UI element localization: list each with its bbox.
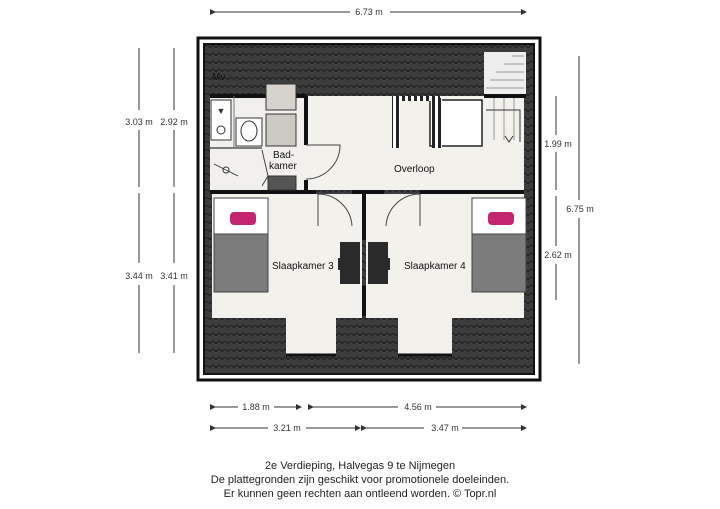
dim-bottom-r1-left: 1.88 m — [242, 402, 270, 412]
dim-bottom-r2-right: 3.47 m — [431, 423, 459, 433]
label-slaapkamer3: Slaapkamer 3 — [272, 261, 334, 272]
bed-right — [472, 198, 526, 292]
dim-right-outer: 6.75 m — [566, 204, 594, 214]
label-badkamer-2: kamer — [269, 161, 297, 172]
dim-right-upper: 1.99 m — [544, 139, 572, 149]
bed-left — [214, 198, 268, 292]
dim-left-inner: 2.92 m — [160, 117, 188, 127]
desk-right — [368, 242, 388, 284]
hatch-left — [392, 96, 400, 148]
dim-left-outer-lower: 3.44 m — [125, 271, 153, 281]
dimension-right — [544, 56, 594, 364]
dim-right-lower: 2.62 m — [544, 250, 572, 260]
label-slaapkamer4: Slaapkamer 4 — [404, 261, 466, 272]
hatch-top — [392, 96, 440, 101]
svg-text:▼: ▼ — [216, 106, 226, 116]
dormer-right — [398, 316, 452, 356]
dim-left-inner-lower: 3.41 m — [160, 271, 188, 281]
desk-left — [340, 242, 360, 284]
dim-bottom-r1-right: 4.56 m — [404, 402, 432, 412]
label-overloop: Overloop — [394, 164, 435, 175]
label-mv: Mv — [212, 72, 226, 83]
dormer-left — [286, 316, 336, 356]
stair-top — [484, 52, 526, 96]
caption-line1: 2e Verdieping, Halvegas 9 te Nijmegen — [264, 460, 456, 472]
dim-left-outer: 3.03 m — [125, 117, 153, 127]
caption-line3: Er kunnen geen rechten aan ontleend worden. © Topr.nl — [223, 488, 497, 500]
dimension-top — [213, 7, 524, 17]
dim-bottom-r2-left: 3.21 m — [273, 423, 301, 433]
label-badkamer-1: Bad- — [273, 150, 295, 161]
dimension-left — [125, 48, 188, 353]
dim-top-label: 6.73 m — [355, 7, 383, 17]
caption-line2: De plattegronden zijn geschikt voor promotionele doeleinden. — [210, 474, 510, 486]
building — [198, 38, 540, 380]
dimension-bottom — [213, 402, 524, 433]
